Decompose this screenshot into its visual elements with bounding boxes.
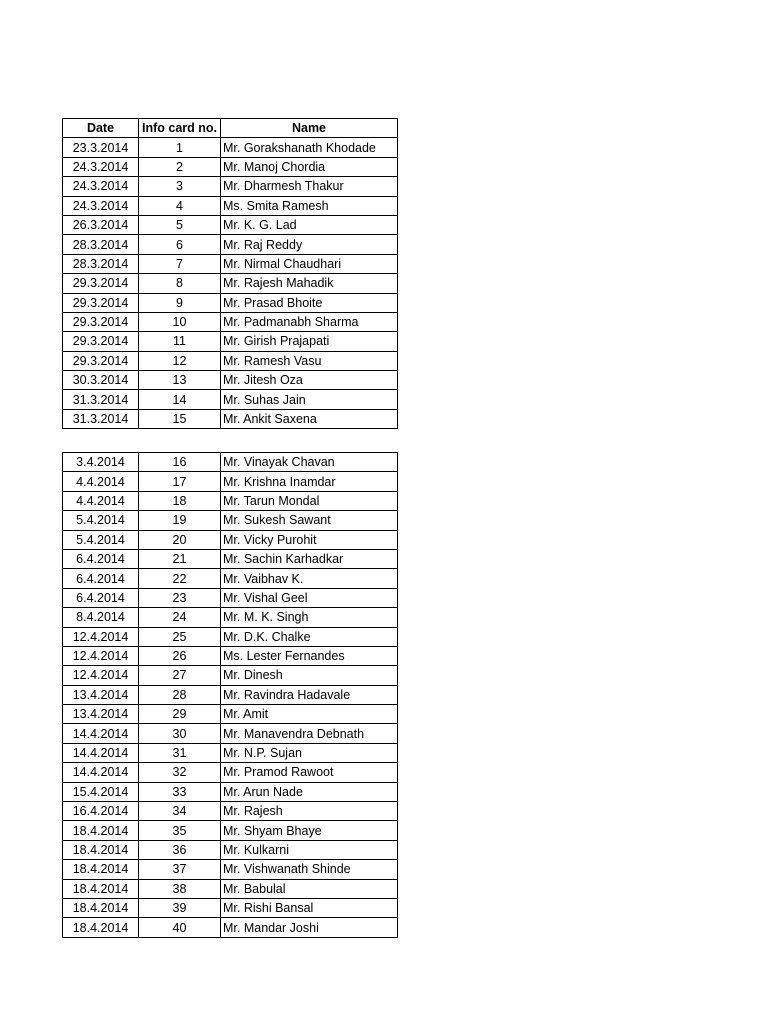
date-cell: 29.3.2014 xyxy=(63,332,139,351)
name-cell: Mr. Ravindra Hadavale xyxy=(221,685,398,704)
info-card-no-cell: 25 xyxy=(139,627,221,646)
info-card-no-cell: 24 xyxy=(139,608,221,627)
date-cell: 29.3.2014 xyxy=(63,312,139,331)
info-card-no-cell: 11 xyxy=(139,332,221,351)
date-cell: 15.4.2014 xyxy=(63,782,139,801)
name-cell: Mr. Nirmal Chaudhari xyxy=(221,254,398,273)
name-cell: Mr. Dharmesh Thakur xyxy=(221,177,398,196)
header-name: Name xyxy=(221,119,398,138)
date-cell: 4.4.2014 xyxy=(63,472,139,491)
info-card-no-cell: 16 xyxy=(139,453,221,472)
table-row xyxy=(63,453,398,472)
info-card-no-cell: 36 xyxy=(139,840,221,859)
date-cell: 12.4.2014 xyxy=(63,627,139,646)
table-row xyxy=(63,918,398,937)
table-row xyxy=(63,215,398,234)
date-cell: 29.3.2014 xyxy=(63,351,139,370)
date-cell: 6.4.2014 xyxy=(63,569,139,588)
name-cell: Mr. Prasad Bhoite xyxy=(221,293,398,312)
table-row xyxy=(63,898,398,917)
table-row xyxy=(63,409,398,428)
table-row xyxy=(63,549,398,568)
info-card-no-cell: 5 xyxy=(139,215,221,234)
table-row xyxy=(63,472,398,491)
table-row xyxy=(63,332,398,351)
table-row xyxy=(63,840,398,859)
table-row xyxy=(63,743,398,762)
info-card-no-cell: 14 xyxy=(139,390,221,409)
name-cell: Mr. Jitesh Oza xyxy=(221,371,398,390)
table-row xyxy=(63,138,398,157)
table-row xyxy=(63,293,398,312)
name-cell: Mr. Sukesh Sawant xyxy=(221,511,398,530)
name-cell: Mr. Sachin Karhadkar xyxy=(221,549,398,568)
info-card-no-cell: 17 xyxy=(139,472,221,491)
table-row xyxy=(63,530,398,549)
name-cell: Mr. Vishwanath Shinde xyxy=(221,860,398,879)
info-card-no-cell: 15 xyxy=(139,409,221,428)
name-cell: Mr. Raj Reddy xyxy=(221,235,398,254)
date-cell: 18.4.2014 xyxy=(63,898,139,917)
date-cell: 8.4.2014 xyxy=(63,608,139,627)
info-card-no-cell: 8 xyxy=(139,274,221,293)
table-row xyxy=(63,627,398,646)
table-row xyxy=(63,274,398,293)
date-cell: 30.3.2014 xyxy=(63,371,139,390)
name-cell: Mr. Vishal Geel xyxy=(221,588,398,607)
info-card-no-cell: 32 xyxy=(139,763,221,782)
date-cell: 24.3.2014 xyxy=(63,157,139,176)
date-cell: 26.3.2014 xyxy=(63,215,139,234)
info-card-no-cell: 22 xyxy=(139,569,221,588)
table-body xyxy=(63,138,398,429)
info-card-no-cell: 38 xyxy=(139,879,221,898)
table-body xyxy=(63,453,398,938)
name-cell: Mr. Pramod Rawoot xyxy=(221,763,398,782)
name-cell: Mr. Ankit Saxena xyxy=(221,409,398,428)
date-cell: 12.4.2014 xyxy=(63,646,139,665)
date-cell: 13.4.2014 xyxy=(63,705,139,724)
date-cell: 5.4.2014 xyxy=(63,530,139,549)
table-row xyxy=(63,685,398,704)
table-row xyxy=(63,351,398,370)
date-cell: 13.4.2014 xyxy=(63,685,139,704)
info-card-no-cell: 21 xyxy=(139,549,221,568)
name-cell: Mr. Manavendra Debnath xyxy=(221,724,398,743)
table-row xyxy=(63,312,398,331)
name-cell: Mr. M. K. Singh xyxy=(221,608,398,627)
info-card-no-cell: 40 xyxy=(139,918,221,937)
info-card-no-cell: 3 xyxy=(139,177,221,196)
name-cell: Mr. Amit xyxy=(221,705,398,724)
table-row xyxy=(63,821,398,840)
table-row xyxy=(63,569,398,588)
info-card-no-cell: 28 xyxy=(139,685,221,704)
info-card-no-cell: 30 xyxy=(139,724,221,743)
name-cell: Mr. K. G. Lad xyxy=(221,215,398,234)
info-card-table-march xyxy=(62,118,398,429)
info-card-no-cell: 18 xyxy=(139,491,221,510)
info-card-no-cell: 19 xyxy=(139,511,221,530)
header-info-card-no: Info card no. xyxy=(139,119,221,138)
info-card-no-cell: 2 xyxy=(139,157,221,176)
name-cell: Mr. Vaibhav K. xyxy=(221,569,398,588)
table-row xyxy=(63,371,398,390)
table-row xyxy=(63,588,398,607)
name-cell: Mr. Mandar Joshi xyxy=(221,918,398,937)
date-cell: 18.4.2014 xyxy=(63,918,139,937)
date-cell: 18.4.2014 xyxy=(63,879,139,898)
info-card-no-cell: 34 xyxy=(139,802,221,821)
date-cell: 16.4.2014 xyxy=(63,802,139,821)
info-card-no-cell: 7 xyxy=(139,254,221,273)
date-cell: 18.4.2014 xyxy=(63,821,139,840)
info-card-no-cell: 29 xyxy=(139,705,221,724)
name-cell: Mr. Gorakshanath Khodade xyxy=(221,138,398,157)
name-cell: Mr. Babulal xyxy=(221,879,398,898)
date-cell: 5.4.2014 xyxy=(63,511,139,530)
date-cell: 29.3.2014 xyxy=(63,293,139,312)
info-card-no-cell: 6 xyxy=(139,235,221,254)
date-cell: 28.3.2014 xyxy=(63,235,139,254)
table-row xyxy=(63,782,398,801)
name-cell: Mr. Tarun Mondal xyxy=(221,491,398,510)
table-row xyxy=(63,157,398,176)
date-cell: 28.3.2014 xyxy=(63,254,139,273)
date-cell: 31.3.2014 xyxy=(63,409,139,428)
date-cell: 18.4.2014 xyxy=(63,840,139,859)
name-cell: Mr. Ramesh Vasu xyxy=(221,351,398,370)
name-cell: Mr. Rajesh xyxy=(221,802,398,821)
date-cell: 6.4.2014 xyxy=(63,549,139,568)
table-row xyxy=(63,646,398,665)
info-card-no-cell: 12 xyxy=(139,351,221,370)
table-row xyxy=(63,860,398,879)
name-cell: Mr. N.P. Sujan xyxy=(221,743,398,762)
info-card-no-cell: 13 xyxy=(139,371,221,390)
name-cell: Mr. Dinesh xyxy=(221,666,398,685)
date-cell: 12.4.2014 xyxy=(63,666,139,685)
date-cell: 24.3.2014 xyxy=(63,177,139,196)
info-card-no-cell: 33 xyxy=(139,782,221,801)
table-row xyxy=(63,879,398,898)
name-cell: Mr. Arun Nade xyxy=(221,782,398,801)
header-date: Date xyxy=(63,119,139,138)
info-card-no-cell: 20 xyxy=(139,530,221,549)
info-card-no-cell: 9 xyxy=(139,293,221,312)
date-cell: 14.4.2014 xyxy=(63,743,139,762)
date-cell: 29.3.2014 xyxy=(63,274,139,293)
table-row xyxy=(63,511,398,530)
table-row xyxy=(63,177,398,196)
table-row xyxy=(63,666,398,685)
table-row xyxy=(63,491,398,510)
info-card-no-cell: 23 xyxy=(139,588,221,607)
name-cell: Mr. Rajesh Mahadik xyxy=(221,274,398,293)
name-cell: Mr. Vinayak Chavan xyxy=(221,453,398,472)
header-row xyxy=(63,119,398,138)
date-cell: 14.4.2014 xyxy=(63,724,139,743)
name-cell: Mr. Kulkarni xyxy=(221,840,398,859)
name-cell: Mr. Girish Prajapati xyxy=(221,332,398,351)
table-row xyxy=(63,254,398,273)
info-card-no-cell: 31 xyxy=(139,743,221,762)
name-cell: Mr. Shyam Bhaye xyxy=(221,821,398,840)
info-card-no-cell: 37 xyxy=(139,860,221,879)
table-row xyxy=(63,196,398,215)
date-cell: 3.4.2014 xyxy=(63,453,139,472)
date-cell: 6.4.2014 xyxy=(63,588,139,607)
date-cell: 23.3.2014 xyxy=(63,138,139,157)
info-card-no-cell: 35 xyxy=(139,821,221,840)
date-cell: 31.3.2014 xyxy=(63,390,139,409)
name-cell: Mr. D.K. Chalke xyxy=(221,627,398,646)
name-cell: Ms. Smita Ramesh xyxy=(221,196,398,215)
name-cell: Mr. Rishi Bansal xyxy=(221,898,398,917)
table-row xyxy=(63,763,398,782)
info-card-no-cell: 10 xyxy=(139,312,221,331)
name-cell: Mr. Krishna Inamdar xyxy=(221,472,398,491)
table-row xyxy=(63,724,398,743)
name-cell: Mr. Suhas Jain xyxy=(221,390,398,409)
info-card-no-cell: 27 xyxy=(139,666,221,685)
date-cell: 4.4.2014 xyxy=(63,491,139,510)
info-card-no-cell: 1 xyxy=(139,138,221,157)
info-card-no-cell: 4 xyxy=(139,196,221,215)
date-cell: 24.3.2014 xyxy=(63,196,139,215)
date-cell: 14.4.2014 xyxy=(63,763,139,782)
table-row xyxy=(63,705,398,724)
info-card-table-april xyxy=(62,452,398,938)
info-card-no-cell: 39 xyxy=(139,898,221,917)
table-row xyxy=(63,390,398,409)
name-cell: Mr. Padmanabh Sharma xyxy=(221,312,398,331)
info-card-no-cell: 26 xyxy=(139,646,221,665)
table-row xyxy=(63,235,398,254)
name-cell: Mr. Manoj Chordia xyxy=(221,157,398,176)
date-cell: 18.4.2014 xyxy=(63,860,139,879)
table-row xyxy=(63,802,398,821)
name-cell: Ms. Lester Fernandes xyxy=(221,646,398,665)
name-cell: Mr. Vicky Purohit xyxy=(221,530,398,549)
table-row xyxy=(63,608,398,627)
